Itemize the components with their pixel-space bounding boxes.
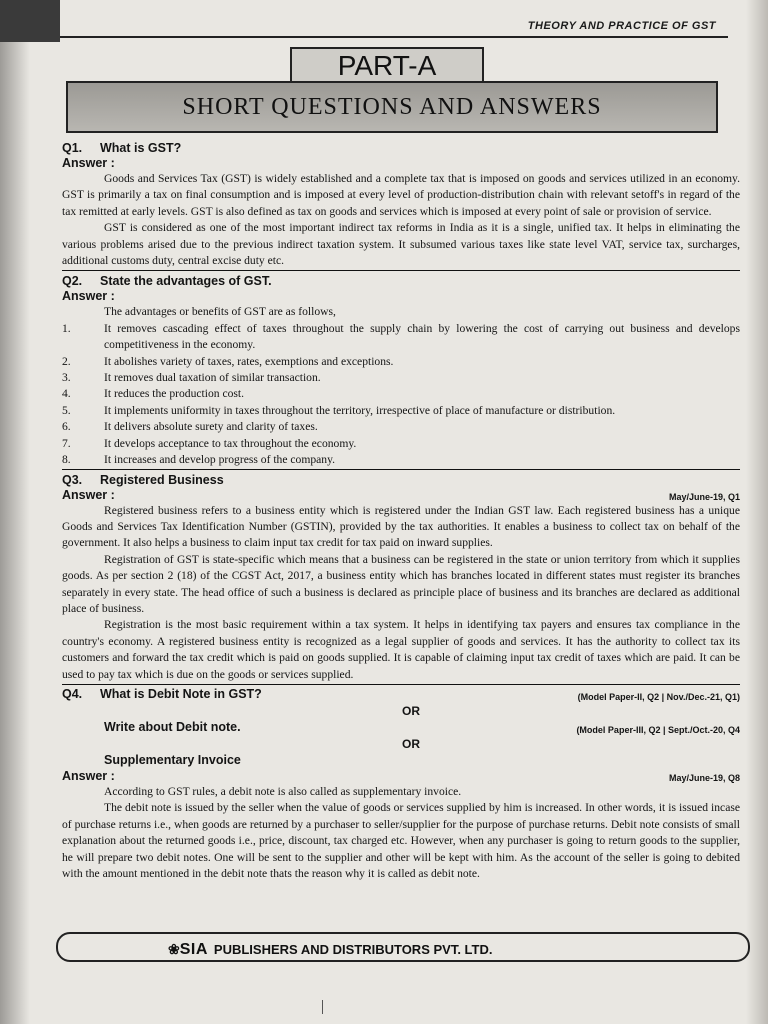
- paragraph: Registered business refers to a business entity which is registered under the Indian GST law. Each registered business has a unique Goods and Services Tax Identification Number (GSTIN), provided by the tax authorities. It enables a business to collect tax on behalf of the government. It also helps a business to claim input tax credit for tax paid on inward supplies.: [62, 503, 740, 550]
- page-corner: [0, 0, 60, 42]
- exam-reference: May/June-19, Q8: [668, 772, 740, 783]
- banner-title: SHORT QUESTIONS AND ANSWERS: [66, 81, 718, 133]
- question-alt-heading: Write about Debit note. (Model Paper-III, Q2 | Sept./Oct.-20, Q4: [62, 719, 740, 736]
- exam-reference: (Model Paper-II, Q2 | Nov./Dec.-21, Q1): [577, 691, 740, 702]
- publisher-footer: [56, 932, 750, 962]
- paragraph: The debit note is issued by the seller when the value of goods or services supplied by him is increased. In other words, it is issued incase of purchase returns i.e., when goods are returned by a purchaser to seller/supplier for the purpose of purchase returns. Debit note consists of small explanation about the returned goods i.e., price, discount, tax charged etc. However, when any purchaser is going to return goods to the supplier, he will prepare two debit notes. One will be sent to the supplier and other will be kept with him. As the account of the seller is going to debited with the amount mentioned in the debit note thats the reason why it is called as debit note.: [62, 801, 740, 880]
- question-heading: Q1. What is GST?: [62, 141, 182, 155]
- list-item: 5. It implements uniformity in taxes throughout the territory, irrespective of place of manufacture or distribution.: [62, 403, 616, 417]
- page-shadow-left: [0, 0, 30, 1024]
- or-separator: OR: [402, 703, 420, 718]
- section-banner: [66, 47, 718, 131]
- pencil-mark: [322, 1000, 331, 1014]
- paragraph: The advantages or benefits of GST are as follows,: [104, 305, 336, 319]
- paragraph: Goods and Services Tax (GST) is widely established and a complete tax that is imposed on goods and services utilized in an economy. GST is primarily a tax on final consumption and is imposed at every level of production-distribution chain with relevant setoff's in regard of the tax remitted at early levels. GST is also defined as tax on goods and services which is imposed at every point of sale or provision of service.: [62, 172, 740, 218]
- part-label: PART-A: [290, 47, 484, 85]
- paragraph: GST is considered as one of the most important indirect tax reforms in India as it is a single, unified tax. It helps in eliminating the various problems arised due to the previous indirect taxation system. It subsumed various taxes like state level VAT, service tax, surcharges, additional customs duty, central excise duty etc.: [62, 220, 740, 271]
- paragraph: According to GST rules, a debit note is also called as supplementary invoice.: [104, 784, 462, 798]
- answer-label: Answer : May/June-19, Q1: [62, 488, 740, 503]
- question-heading: Q3. Registered Business: [62, 472, 224, 487]
- list-item: 3. It removes dual taxation of similar transaction.: [62, 371, 321, 385]
- list-item: 6. It delivers absolute surety and clarity of taxes.: [62, 420, 318, 434]
- page-shadow-right: [746, 0, 768, 1024]
- publisher-name: PUBLISHERS AND DISTRIBUTORS PVT. LTD.: [213, 942, 493, 957]
- question-heading: Q4. What is Debit Note in GST? (Model Paper-II, Q2 | Nov./Dec.-21, Q1): [62, 686, 740, 703]
- exam-reference: May/June-19, Q1: [668, 491, 740, 502]
- publisher-logo-icon: ❀SIA: [168, 941, 208, 958]
- page-content: [62, 138, 740, 882]
- list-item: 1. It removes cascading effect of taxes throughout the supply chain by lowering the cost of carrying out business and develops competitiveness in the economy.: [62, 321, 740, 352]
- answer-label: Answer :: [62, 289, 115, 304]
- question-alt-heading: Supplementary Invoice: [104, 752, 241, 767]
- answer-label: Answer : May/June-19, Q8: [62, 769, 740, 784]
- advantages-list: [62, 321, 740, 470]
- list-item: 8. It increases and develop progress of the company.: [62, 453, 336, 467]
- paragraph: Registration of GST is state-specific which means that a business can be registered in the state or union territory from which it supplies goods. As per section 2 (18) of the CGST Act, 2017, a business entity which has branches located in different states must register its branches separately in every state. The head office of such a business is declared as principle place of business and its branches are declared as additional place of business.: [62, 552, 740, 615]
- paragraph: Registration is the most basic requirement within a tax system. It helps in identifying tax payers and ensures tax compliance in the country's economy. A registered business entity is recognized as a legal supplier of goods and services. It has the authority to collect tax its customers and forward the tax credit which is paid on goods supplied. It is capable of claiming input tax credit of taxes which are paid. It can be used to pay tax which is due on the goods or services supplied.: [62, 617, 740, 685]
- list-item: 2. It abolishes variety of taxes, rates, exemptions and exceptions.: [62, 354, 394, 368]
- question-heading: Q2. State the advantages of GST.: [62, 274, 272, 289]
- list-item: 7. It develops acceptance to tax throughout the economy.: [62, 436, 357, 450]
- running-head: THEORY AND PRACTICE OF GST: [527, 20, 716, 32]
- or-separator: OR: [402, 736, 420, 751]
- header-rule: [60, 36, 728, 38]
- answer-label: Answer :: [62, 156, 115, 170]
- exam-reference: (Model Paper-III, Q2 | Sept./Oct.-20, Q4: [576, 724, 740, 735]
- list-item: 4. It reduces the production cost.: [62, 387, 245, 401]
